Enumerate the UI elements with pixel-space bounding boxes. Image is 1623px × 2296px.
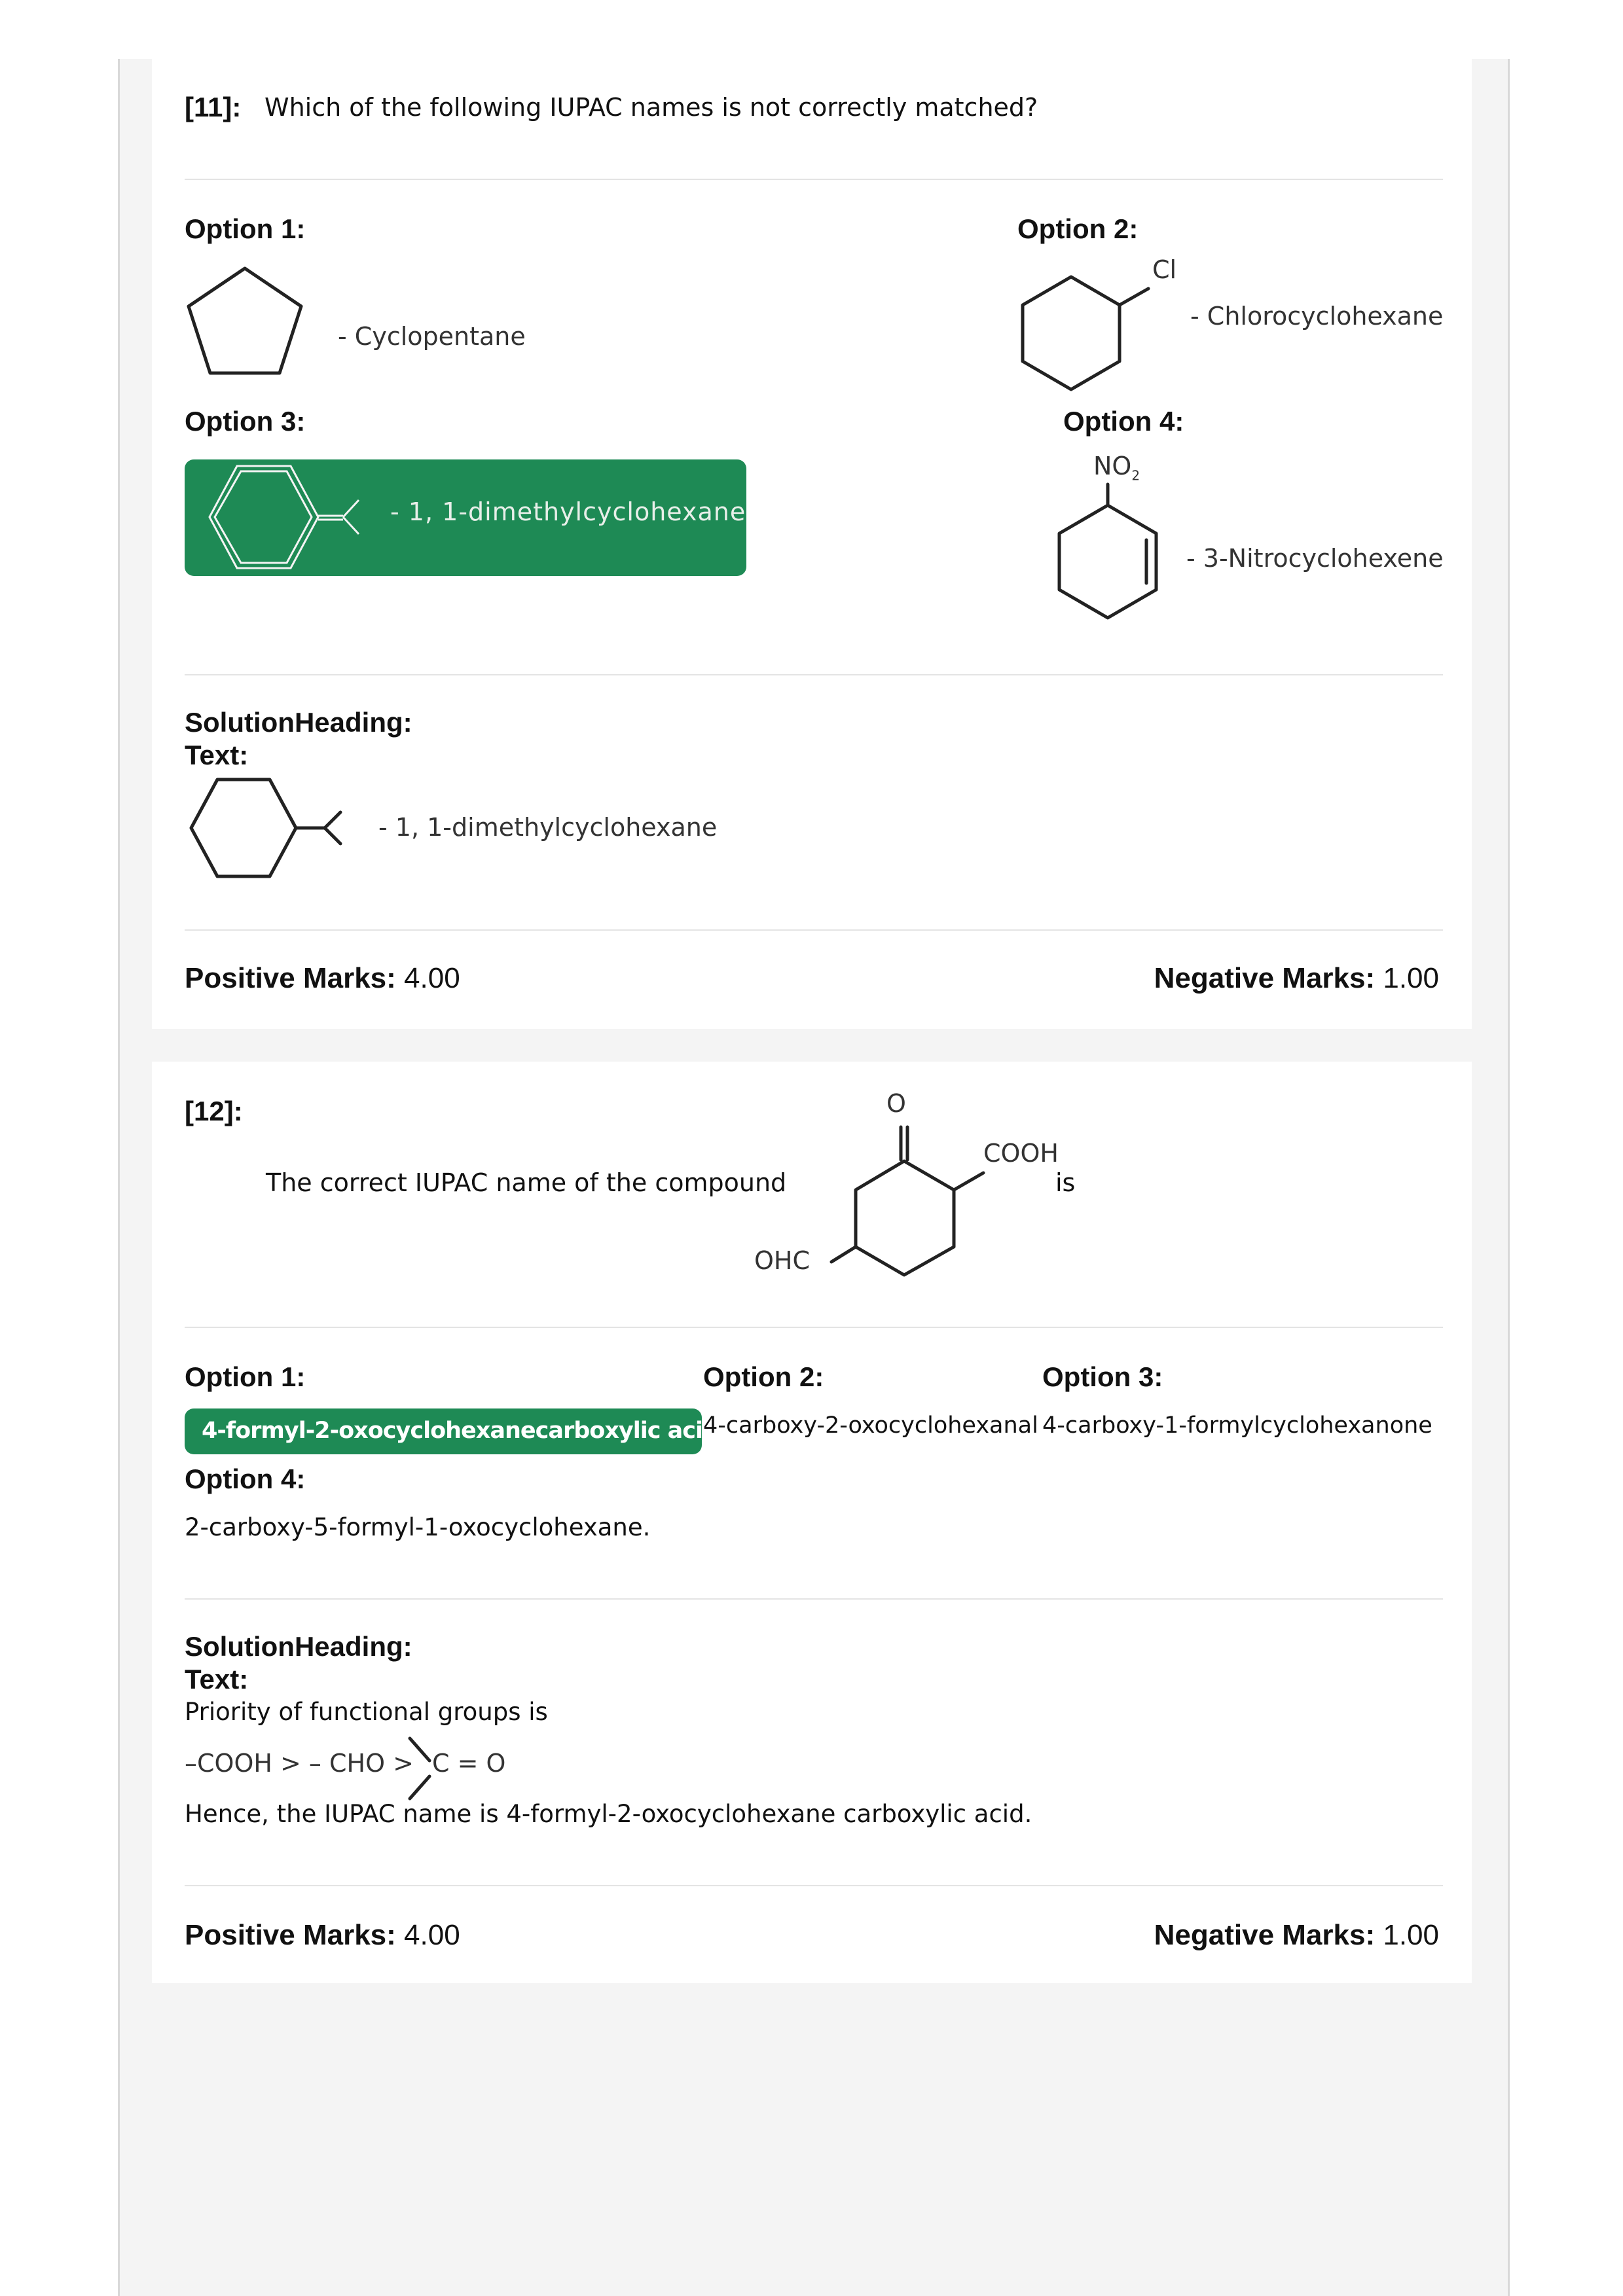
option-4-substituent: $NO_2$ — [1093, 452, 1140, 484]
solution-text-label: Text: — [185, 740, 249, 770]
divider — [185, 1598, 1443, 1600]
solution-heading: SolutionHeading: — [185, 1631, 412, 1662]
cyclopentane-structure — [185, 262, 316, 386]
option-1-text: 4-formyl-2-oxocyclohexanecarboxylic acid — [202, 1418, 719, 1444]
solution-name: - 1, 1-dimethylcyclohexane — [378, 813, 718, 842]
positive-marks: Positive Marks: 4.00 — [185, 962, 460, 994]
question-card-11 — [152, 59, 1472, 1029]
option-1-correct-highlight[interactable] — [185, 1408, 719, 1454]
priority-carbonyl-text: C = O — [432, 1749, 506, 1778]
option-1-label: Option 1: — [185, 1361, 306, 1392]
solution-text-label: Text: — [185, 1664, 249, 1695]
option-3-name: - 1, 1-dimethylcyclohexane — [390, 497, 746, 526]
priority-order-text: –COOH > – CHO > — [185, 1749, 414, 1778]
positive-marks: Positive Marks: 4.00 — [185, 1919, 460, 1951]
option-3-label: Option 3: — [1042, 1361, 1163, 1392]
option-2-substituent: Cl — [1152, 255, 1177, 284]
question-number: [12]: — [185, 1096, 243, 1126]
compound-structure — [780, 1101, 1016, 1297]
structure-ohc-label: OHC — [754, 1246, 811, 1275]
option-1-label: Option 1: — [185, 213, 306, 244]
option-2-text[interactable]: 4-carboxy-2-oxocyclohexanal — [703, 1412, 1038, 1439]
divider — [185, 179, 1443, 180]
option-4-label: Option 4: — [1063, 406, 1184, 437]
dimethylcyclohexane-structure — [203, 466, 399, 571]
negative-marks: Negative Marks: 1.00 — [1154, 1919, 1439, 1951]
negative-marks: Negative Marks: 1.00 — [1154, 962, 1439, 994]
question-card-12 — [152, 1062, 1472, 1983]
option-3-correct-highlight[interactable] — [185, 459, 746, 576]
option-1-name: - Cyclopentane — [338, 322, 526, 351]
option-4-label: Option 4: — [185, 1463, 306, 1494]
structure-cooh-label: COOH — [983, 1139, 1059, 1168]
solution-heading: SolutionHeading: — [185, 707, 412, 738]
option-2-label: Option 2: — [703, 1361, 824, 1392]
solution-dimethylcyclohexane-structure — [185, 776, 394, 887]
divider — [185, 929, 1443, 931]
option-3-label: Option 3: — [185, 406, 306, 437]
option-4-name: - 3-Nitrocyclohexene — [1186, 544, 1444, 573]
chlorocyclohexane-structure — [1017, 272, 1181, 396]
divider — [185, 674, 1443, 675]
question-text-after: is — [1055, 1168, 1076, 1197]
divider — [185, 1885, 1443, 1886]
option-2-name: - Chlorocyclohexane — [1190, 302, 1444, 331]
solution-line-3: Hence, the IUPAC name is 4-formyl-2-oxocyclohexane carboxylic acid. — [185, 1800, 1032, 1828]
structure-oxo-label: O — [886, 1089, 906, 1118]
option-2-label: Option 2: — [1017, 213, 1139, 244]
question-number: [11]: — [185, 92, 242, 122]
question-text: Which of the following IUPAC names is not correctly matched? — [264, 93, 1038, 122]
solution-line-1: Priority of functional groups is — [185, 1698, 548, 1726]
option-4-text[interactable]: 2-carboxy-5-formyl-1-oxocyclohexane. — [185, 1513, 651, 1541]
question-text-before: The correct IUPAC name of the compound — [266, 1168, 787, 1197]
option-3-text[interactable]: 4-carboxy-1-formylcyclohexanone — [1042, 1412, 1432, 1439]
divider — [185, 1327, 1443, 1328]
nitrocyclohexene-structure — [1054, 478, 1185, 628]
